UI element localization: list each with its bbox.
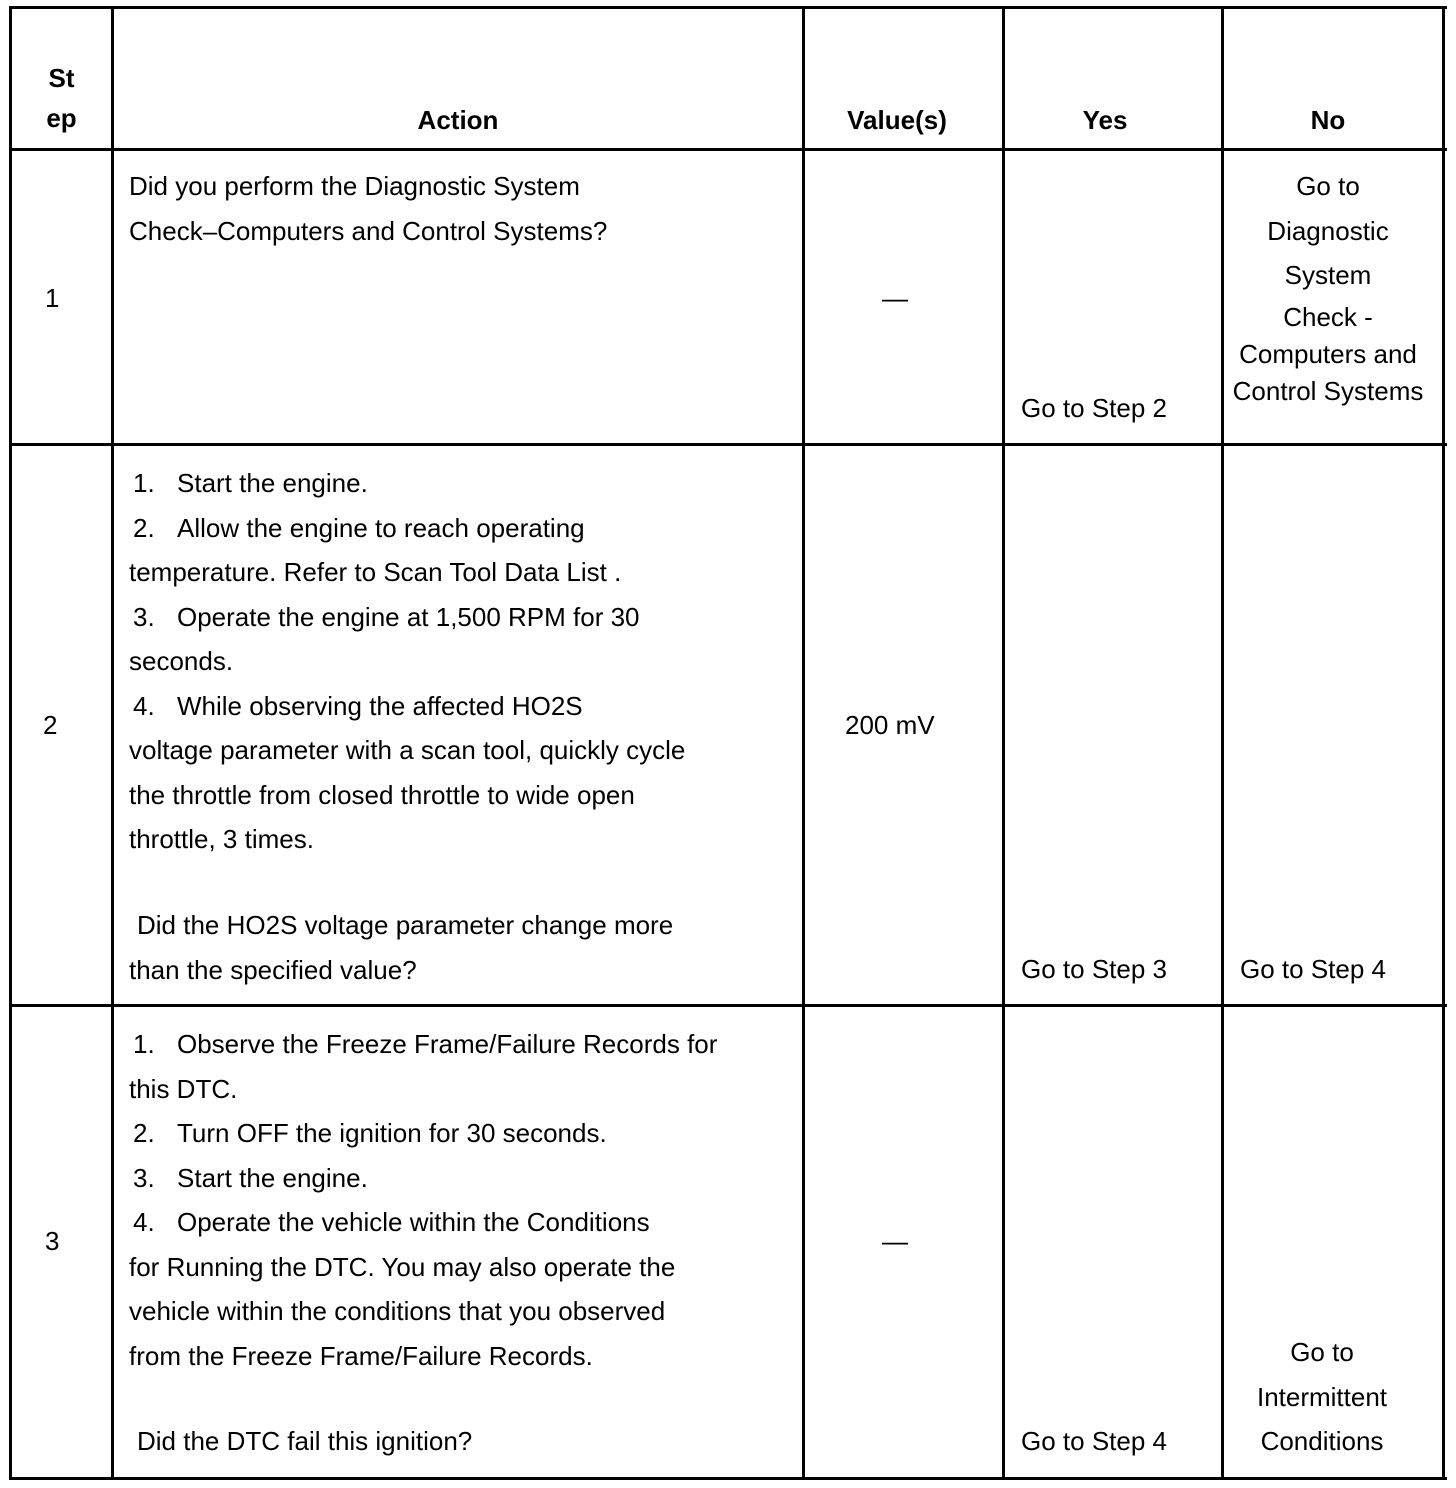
no-line: Control Systems [1232,375,1424,406]
table-border-right [1442,7,1445,1480]
action-text [129,164,607,253]
table-border-left [9,7,12,1480]
step-number: 1 [45,283,60,313]
yes-link[interactable]: Go to Step 2 [1021,393,1167,423]
item-continuation: seconds. [129,646,234,676]
header-values: Value(s) [847,105,947,135]
row-divider-1 [9,443,1447,446]
item-text: Start the engine. [177,1162,368,1193]
action-text [129,461,685,862]
action-item [129,684,685,729]
no-line: Check - [1283,301,1373,332]
no-line: Go to [1296,171,1360,201]
step-number: 3 [45,1226,60,1256]
action-line: Check–Computers and Control Systems? [129,215,608,246]
item-number: 2. [133,1118,155,1148]
no-line: Diagnostic [1267,215,1389,246]
action-item [129,1200,717,1245]
no-line: Conditions [1260,1426,1384,1456]
col-divider-step [111,7,114,1480]
yes-link[interactable]: Go to Step 4 [1021,1426,1167,1456]
no-link[interactable]: Go to Step 4 [1240,954,1386,984]
item-number: 4. [133,690,155,721]
action-line: Did you perform the Diagnostic System [129,171,580,201]
header-action: Action [417,105,499,135]
header-no: No [1310,105,1346,135]
value-cell: — [882,1226,908,1256]
action-item [129,1156,717,1201]
item-text: Operate the vehicle within the Conditions [177,1207,650,1237]
item-text: Start the engine. [177,468,368,498]
action-item [129,1022,717,1067]
item-continuation: from the Freeze Frame/Failure Records. [129,1340,593,1371]
item-continuation: for Running the DTC. You may also operate the [129,1251,676,1282]
item-text: Allow the engine to reach operating [177,512,585,543]
col-divider-action [802,7,805,1480]
item-number: 3. [133,1162,155,1193]
item-text: Operate the engine at 1,500 RPM for 30 [177,601,640,632]
action-item [129,506,685,551]
header-step [12,58,111,138]
item-text: Observe the Freeze Frame/Failure Records for [177,1029,718,1059]
row-divider-2 [9,1004,1447,1007]
no-line: Intermittent [1256,1381,1388,1412]
action-item [129,461,685,506]
no-link[interactable] [1224,164,1432,409]
step-number: 2 [43,710,58,740]
item-continuation: throttle, 3 times. [129,824,314,854]
item-continuation: temperature. Refer to Scan Tool Data List . [129,557,622,587]
table-border-bottom [9,1477,1447,1480]
item-continuation: voltage parameter with a scan tool, quickly cycle [129,735,686,765]
action-text [129,1022,717,1378]
value-cell: 200 mV [845,710,935,740]
table-border-top [9,6,1447,9]
item-continuation: vehicle within the conditions that you observed [129,1296,666,1326]
no-line: Computers and [1239,338,1417,369]
no-line: Go to [1290,1337,1354,1367]
item-text: While observing the affected HO2S [177,690,583,721]
question-text: Did the DTC fail this ignition? [137,1426,473,1456]
header-step-line1: St [48,63,75,93]
header-step-line2: ep [46,103,77,133]
item-number: 1. [133,468,155,498]
yes-link[interactable]: Go to Step 3 [1021,954,1167,984]
item-continuation: the throttle from closed throttle to wide open [129,779,635,810]
question-text [129,903,673,992]
no-line: System [1284,260,1372,290]
item-number: 2. [133,512,155,543]
value-cell: — [882,283,908,313]
col-divider-value [1002,7,1005,1480]
question-line: Did the HO2S voltage parameter change more [137,910,674,940]
item-number: 3. [133,601,155,632]
item-continuation: this DTC. [129,1073,238,1104]
no-link[interactable] [1224,1330,1420,1464]
header-yes: Yes [1082,105,1128,135]
item-text: Turn OFF the ignition for 30 seconds. [177,1118,607,1148]
question-line: than the specified value? [129,954,417,985]
item-number: 1. [133,1029,155,1059]
action-item [129,595,685,640]
action-item [129,1111,717,1156]
row-divider-header [9,148,1447,151]
item-number: 4. [133,1207,155,1237]
